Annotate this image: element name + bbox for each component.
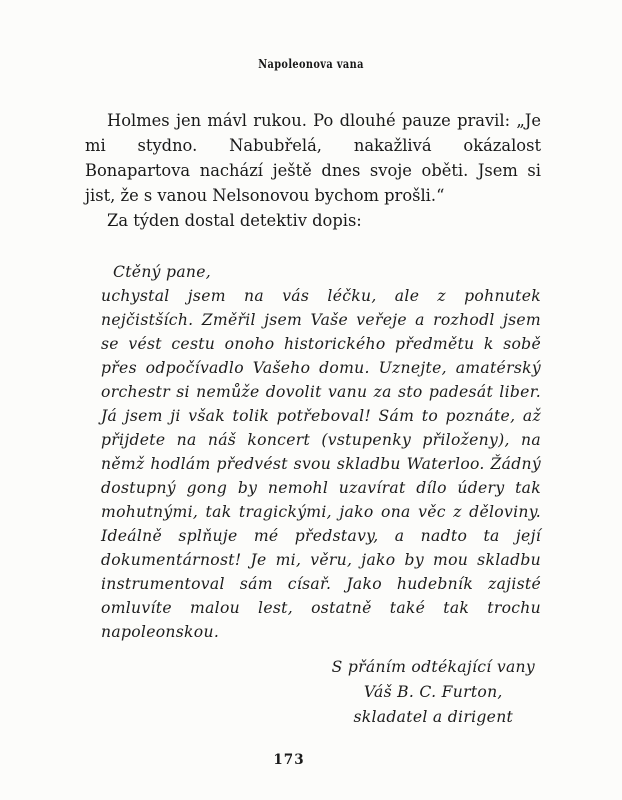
letter-signature: Váš B. C. Furton, <box>363 683 503 701</box>
letter-salutation: Ctěný pane, <box>113 263 212 281</box>
narrative-text <box>85 108 541 233</box>
letter-body: uchystal jsem na vás léčku, ale z pohnutek nejčistších. Změřil jsem Vaše veřeje a rozhodl jsem se vést cestu onoho historického předmětu k sobě přes odpočívadlo Vašeho domu. Uznejte, amatérský orchestr si nemůže dovolit vanu za sto padesát liber. Já jsem ji však tolik potřeboval! Sám to poznáte, až přijdete na náš koncert (vstupenky přiloženy), na němž hodlám předvést svou skladbu Waterloo. Žádný dostupný gong by nemohl uzavírat dílo údery tak mohutnými, tak tragickými, jako ona věc z děloviny. Ideálně splňuje mé představy, a nadto ta její dokumentárnost! Je mi, věru, jako by mou skladbu instrumentoval sám císař. Jako hudebník zajisté omluvíte malou lest, ostatně také tak trochu napoleonskou. <box>101 287 541 641</box>
narrative-paragraph-1: Holmes jen mávl rukou. Po dlouhé pauze pravil: „Je mi stydno. Nabubřelá, nakažlivá okázalost Bonapartova nachází ještě dnes svoje oběti. Jsem si jist, že s vanou Nelsonovou bychom prošli.“ <box>85 111 541 205</box>
letter-closing-block <box>332 655 535 730</box>
letter-signature-role: skladatel a dirigent <box>353 708 514 726</box>
narrative-paragraph-2: Za týden dostal detektiv dopis: <box>107 211 362 230</box>
page-number: 173 <box>273 752 305 768</box>
running-header: Napoleonova vana <box>258 56 364 71</box>
handwritten-letter <box>101 260 541 730</box>
letter-closing-line: S přáním odtékající vany <box>331 658 535 676</box>
